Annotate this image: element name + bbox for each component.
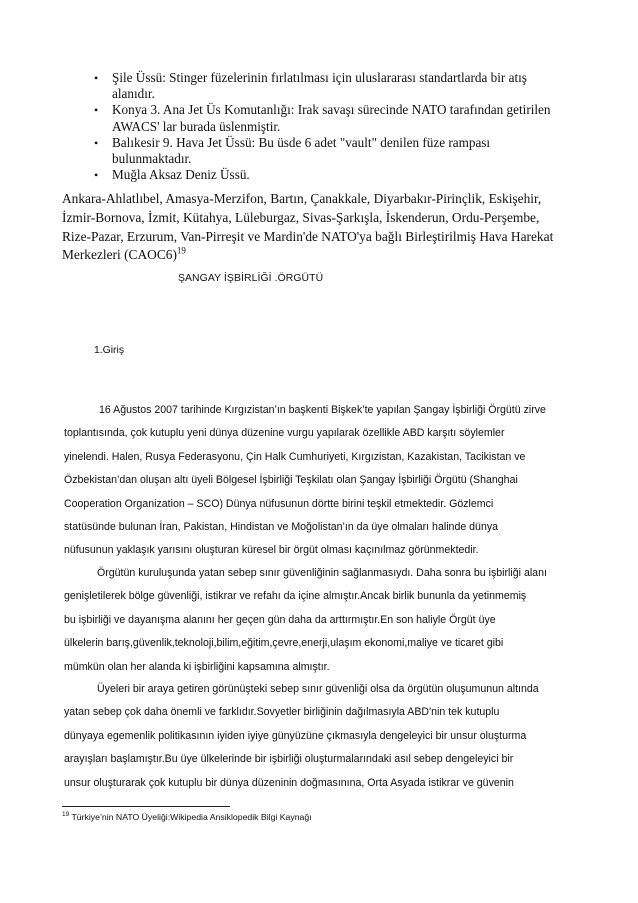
bullet-icon: • — [94, 135, 99, 150]
paragraph-line: statüsünde bulunan İran, Pakistan, Hindistan ve Moğolistan’ın da üye olmaları halinde dünya — [64, 521, 499, 534]
body-paragraph — [64, 399, 560, 563]
list-item-text: Konya 3. Ana Jet Üs Komutanlığı: Irak savaşı sürecinde NATO tarafından getirilen — [112, 102, 551, 118]
footnote-divider — [62, 806, 230, 807]
paragraph-line: yinelendi. Halen, Rusya Federasyonu, Çin Halk Cumhuriyeti, Kırgızistan, Kazakistan, Tacikistan ve — [64, 450, 526, 463]
bullet-icon: • — [94, 168, 99, 183]
list-item — [92, 102, 554, 134]
paragraph-line: unsur oluşturarak çok kutuplu bir dünya düzeninin doğmasınına, Orta Asyada istikrar ve güvenin — [64, 776, 514, 789]
list-item-text: alanıdır. — [112, 86, 155, 102]
paragraph-line: yatan sebep çok daha önemli ve farklıdır.Sovyetler birliğinin dağılmasıyla ABD'nin tek kutuplu — [64, 706, 500, 719]
list-item-text: Balıkesir 9. Hava Jet Üssü: Bu üsde 6 adet "vault" denilen füze rampası — [112, 134, 491, 150]
caoc-paragraph — [62, 190, 557, 265]
footnote-text: Türkiye’nin NATO Üyeliği:Wikipedia Ansiklopedik Bilgi Kaynağı — [71, 812, 312, 822]
paragraph-line: Merkezleri (CAOC6) — [62, 247, 177, 263]
paragraph-line: Cooperation Organization – SCO) Dünya nüfusunun dörtte birini teşkil etmektedir. Gözlemci — [64, 497, 494, 510]
footnote-reference[interactable]: 19 — [176, 245, 186, 256]
paragraph-line: arayışları başlamıştır.Bu üye ülkelerinde bir işbirliği oluşturmalarındaki asıl sebep dengeleyici bir — [64, 753, 514, 766]
paragraph-line: İzmir-Bornova, İzmit, Kütahya, Lüleburgaz, Sivas-Şarkışla, İskenderun, Ordu-Perşembe, — [62, 209, 540, 225]
list-item — [92, 135, 554, 167]
paragraph-line: mümkün olan her alanda ki işbirliğini kapsamına almıştır. — [64, 660, 330, 673]
paragraph-line: bu işbirliği ve dayanışma alanını her geçen gün daha da arttırmıştır.En son haliyle Örgüt üye — [64, 613, 496, 626]
list-item-text: AWACS' lar burada üslenmiştir. — [112, 118, 281, 134]
paragraph-line: 16 Ağustos 2007 tarihinde Kırgızistan’ın başkenti Bişkek’te yapılan Şangay İşbirliği Örgütü zirve — [99, 404, 546, 416]
paragraph-line: Üyeleri bir araya getiren görünüşteki sebep sınır güvenliği olsa da örgütün oluşumunun altında — [97, 683, 539, 695]
paragraph-line: genişletilerek bölge güvenliği, istikrar ve refahı da içine almıştır.Ancak birlik bununla da yetinmemiş — [64, 590, 527, 603]
list-item — [92, 167, 554, 183]
list-item-text: Muğla Aksaz Deniz Üssü. — [112, 167, 250, 183]
paragraph-line: dünyaya egemenlik politikasının iyiden iyiye günyüzüne çıkmasıyla dengeleyici bir unsur oluşturma — [64, 729, 527, 742]
bullet-icon: • — [94, 103, 99, 118]
section-heading: ŞANGAY İŞBİRLİĞİ .ÖRGÜTÜ — [178, 273, 324, 284]
footnote-number: 19 — [62, 811, 70, 819]
list-item-text: Şile Üssü: Stinger füzelerinin fırlatılması için uluslararası standartlarda bir atış — [112, 70, 527, 85]
body-paragraph — [64, 678, 560, 795]
paragraph-line: toplantısında, çok kutuplu yeni dünya düzenine vurgu yapılarak özellikle ABD karşıtı söylemler — [64, 427, 505, 440]
paragraph-line: nüfusunun yaklaşık yarısını oluşturan küresel bir örgüt olması kaçınılmaz görünmektedir. — [64, 544, 479, 557]
list-item-text: bulunmaktadır. — [112, 151, 192, 167]
paragraph-line: ülkelerin barış,güvenlik,teknoloji,bilim,eğitim,çevre,enerji,ulaşım ekonomi,maliye ve ticaret gibi — [64, 637, 504, 650]
footnote — [62, 812, 312, 822]
bullet-icon: • — [94, 71, 99, 85]
paragraph-line: Rize-Pazar, Erzurum, Van-Pirreşit ve Mardin'de NATO'ya bağlı Birleştirilmiş Hava Harekat — [62, 228, 554, 244]
body-paragraph — [64, 562, 560, 679]
paragraph-line: Özbekistan’dan oluşan altı üyeli Bölgesel İşbirliği Teşkilatı olan Şangay İşbirliği Örgütü (Shanghai — [64, 474, 518, 487]
subheading: 1.Giriş — [94, 345, 125, 356]
paragraph-line: Örgütün kuruluşunda yatan sebep sınır güvenliğinin sağlanmasıydı. Daha sonra bu işbirliği alanı — [97, 567, 547, 579]
nato-bases-list — [92, 70, 554, 183]
list-item — [92, 70, 554, 102]
paragraph-line: Ankara-Ahlatlıbel, Amasya-Merzifon, Bartın, Çanakkale, Diyarbakır-Pirinçlik, Eskişehir, — [62, 191, 542, 206]
